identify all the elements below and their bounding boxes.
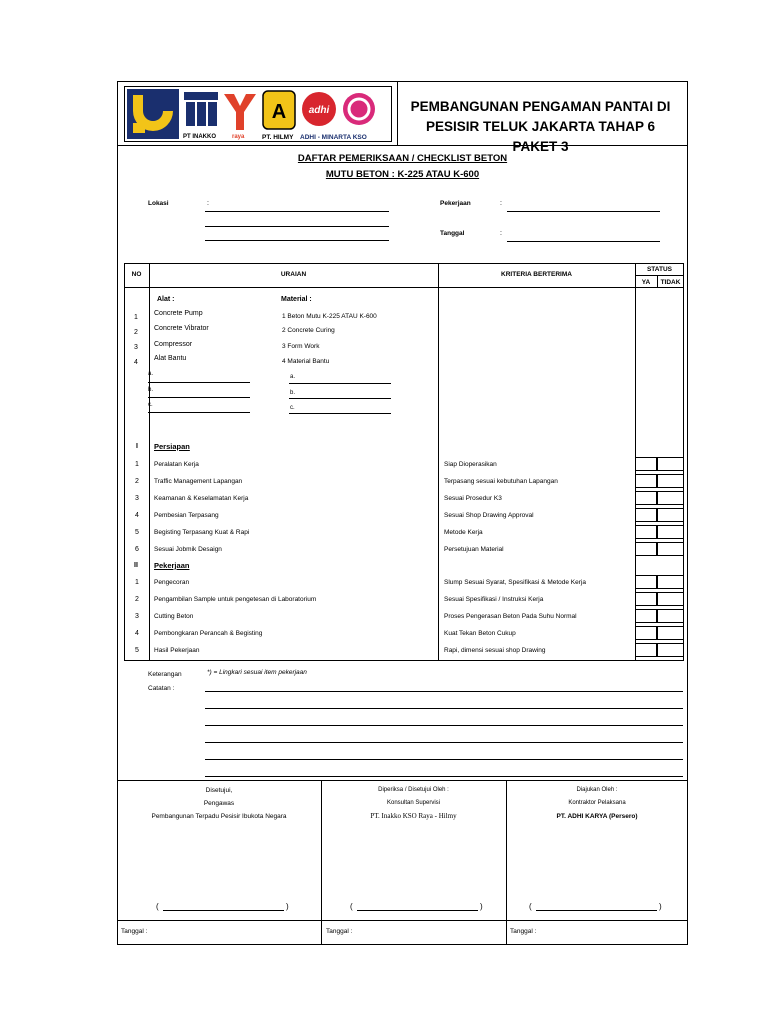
sec2-kriteria-5: Rapi, dimensi sesuai shop Drawing xyxy=(444,647,546,654)
sec1-no-3: 3 xyxy=(135,495,139,502)
catatan-line-6[interactable] xyxy=(205,776,683,777)
signature-divider xyxy=(117,780,688,781)
sig1-paren-close: ) xyxy=(286,902,289,911)
lokasi-input-line3[interactable] xyxy=(205,240,389,241)
section2-title: Pekerjaan xyxy=(154,561,190,570)
status-ya-checkbox-2[interactable] xyxy=(635,474,657,488)
sec1-kriteria-5: Metode Kerja xyxy=(444,529,483,536)
alat-no-3: 3 xyxy=(134,344,138,351)
alat-sub-a-line[interactable] xyxy=(148,382,250,383)
alat-sub-a: a. xyxy=(148,371,154,377)
sig2-line2: Konsultan Supervisi xyxy=(386,800,441,806)
material-item-3: 3 Form Work xyxy=(282,343,320,350)
catatan-line-4[interactable] xyxy=(205,742,683,743)
header-ya: YA xyxy=(641,279,651,286)
sec2-kriteria-2: Sesuai Spesifikasi / Instruksi Kerja xyxy=(444,596,544,603)
material-sub-c: c. xyxy=(290,405,295,411)
sec2-item-5: Hasil Pekerjaan xyxy=(154,647,200,654)
alat-item-2: Concrete Vibrator xyxy=(154,325,209,332)
sig2-line1: Diperiksa / Disetujui Oleh : xyxy=(378,787,449,793)
catatan-line-3[interactable] xyxy=(205,725,683,726)
pekerjaan-colon: : xyxy=(500,200,502,207)
keterangan-text: *) = Lingkari sesuai item pekerjaan xyxy=(207,669,307,676)
sec1-no-6: 6 xyxy=(135,546,139,553)
sec1-no-2: 2 xyxy=(135,478,139,485)
sig2-name-line[interactable] xyxy=(357,910,478,911)
project-title-line2: PESISIR TELUK JAKARTA TAHAP 6 PAKET 3 xyxy=(425,119,656,154)
minarta-logo-icon xyxy=(341,91,377,127)
status-ya-checkbox-10[interactable] xyxy=(635,626,657,640)
inakko-label: PT INAKKO xyxy=(183,134,216,140)
sig3-paren-open: ( xyxy=(529,902,532,911)
raya-label: raya xyxy=(232,134,245,140)
status-tidak-checkbox-3[interactable] xyxy=(657,491,684,505)
sec1-no-4: 4 xyxy=(135,512,139,519)
sec2-no-5: 5 xyxy=(135,647,139,654)
status-tidak-checkbox-1[interactable] xyxy=(657,457,684,471)
header-vertical-divider xyxy=(397,81,398,145)
catatan-line-2[interactable] xyxy=(205,708,683,709)
header-status: STATUS xyxy=(646,266,673,273)
material-item-1: 1 Beton Mutu K-225 ATAU K-600 xyxy=(282,313,377,320)
material-item-4: 4 Material Bantu xyxy=(282,358,330,365)
tanggal-label: Tanggal xyxy=(440,230,465,237)
table-header-divider xyxy=(124,287,684,288)
sig1-paren-open: ( xyxy=(156,902,159,911)
col-no-divider xyxy=(149,263,150,661)
sig1-line3: Pembangunan Terpadu Pesisir Ibukota Negara xyxy=(151,813,287,820)
sig3-name-line[interactable] xyxy=(536,910,657,911)
hilmy-logo-icon xyxy=(262,90,296,130)
sec1-kriteria-2: Terpasang sesuai kebutuhan Lapangan xyxy=(444,478,558,485)
status-tidak-checkbox-4[interactable] xyxy=(657,508,684,522)
sig1-line2: Pengawas xyxy=(203,800,235,807)
project-title-line1: PEMBANGUNAN PENGAMAN PANTAI DI xyxy=(410,99,671,114)
material-sub-a: a. xyxy=(290,374,296,380)
doc-subtitle: MUTU BETON : K-225 ATAU K-600 xyxy=(325,169,480,180)
sig2-paren-open: ( xyxy=(350,902,353,911)
status-tidak-checkbox-9[interactable] xyxy=(657,609,684,623)
material-sub-b: b. xyxy=(290,390,296,396)
sig3-line2: Kontraktor Pelaksana xyxy=(568,800,626,806)
sig1-name-line[interactable] xyxy=(163,910,284,911)
sig2-tanggal: Tanggal : xyxy=(326,928,353,935)
sec1-kriteria-1: Siap Dioperasikan xyxy=(444,461,497,468)
alat-title: Alat : xyxy=(157,296,175,303)
status-ya-checkbox-8[interactable] xyxy=(635,592,657,606)
sec1-item-4: Pembesian Terpasang xyxy=(154,512,219,519)
sig3-paren-close: ) xyxy=(659,902,662,911)
alat-no-2: 2 xyxy=(134,329,138,336)
adhi-logo-text: adhi xyxy=(308,105,330,116)
header-tidak: TIDAK xyxy=(660,279,681,286)
sec2-kriteria-1: Slump Sesuai Syarat, Spesifikasi & Metode Kerja xyxy=(444,579,586,586)
sec1-kriteria-4: Sesuai Shop Drawing Approval xyxy=(444,512,534,519)
col-uraian-divider xyxy=(438,263,439,661)
alat-no-4: 4 xyxy=(134,359,138,366)
status-tidak-checkbox-10[interactable] xyxy=(657,626,684,640)
material-title: Material : xyxy=(281,296,312,303)
adhi-logo-icon xyxy=(300,90,338,128)
sec1-kriteria-3: Sesuai Prosedur K3 xyxy=(444,495,502,502)
sec1-item-3: Keamanan & Keselamatan Kerja xyxy=(154,495,249,502)
material-sub-c-line[interactable] xyxy=(289,413,391,414)
tanggal-colon: : xyxy=(500,230,502,237)
sec1-no-1: 1 xyxy=(135,461,139,468)
sec2-item-2: Pengambilan Sample untuk pengetesan di Laboratorium xyxy=(154,596,317,603)
sec2-no-1: 1 xyxy=(135,579,139,586)
status-tidak-checkbox-7[interactable] xyxy=(657,575,684,589)
section1-no: I xyxy=(136,443,138,450)
lokasi-colon: : xyxy=(207,200,209,207)
doc-title: DAFTAR PEMERIKSAAN / CHECKLIST BETON xyxy=(297,153,508,164)
lokasi-input-line2[interactable] xyxy=(205,226,389,227)
status-ya-checkbox-6[interactable] xyxy=(635,542,657,556)
lokasi-input-line1[interactable] xyxy=(205,211,389,212)
sec2-no-3: 3 xyxy=(135,613,139,620)
alat-item-1: Concrete Pump xyxy=(154,310,203,317)
header-no: NO xyxy=(131,271,142,278)
catatan-line-1[interactable] xyxy=(205,691,683,692)
sig2-paren-close: ) xyxy=(480,902,483,911)
status-tidak-checkbox-5[interactable] xyxy=(657,525,684,539)
status-ya-checkbox-9[interactable] xyxy=(635,609,657,623)
pupr-logo-icon xyxy=(127,89,179,139)
inakko-logo-icon xyxy=(182,89,220,129)
catatan-label: Catatan : xyxy=(148,685,175,692)
status-ya-checkbox-1[interactable] xyxy=(635,457,657,471)
header-uraian: URAIAN xyxy=(280,271,307,278)
catatan-line-5[interactable] xyxy=(205,759,683,760)
sec1-item-1: Peralatan Kerja xyxy=(154,461,199,468)
status-ya-checkbox-11[interactable] xyxy=(635,643,657,657)
status-tidak-checkbox-6[interactable] xyxy=(657,542,684,556)
pekerjaan-input-line[interactable] xyxy=(507,211,660,212)
sig1-line1: Disetujui, xyxy=(205,787,233,794)
sig3-line1: Diajukan Oleh : xyxy=(576,787,618,793)
sec2-no-2: 2 xyxy=(135,596,139,603)
pekerjaan-label: Pekerjaan xyxy=(440,200,471,207)
alat-item-4: Alat Bantu xyxy=(154,355,187,362)
tanggal-row-divider xyxy=(117,920,688,921)
status-ya-checkbox-5[interactable] xyxy=(635,525,657,539)
sec1-item-2: Traffic Management Lapangan xyxy=(154,478,243,485)
sig3-tanggal: Tanggal : xyxy=(510,928,537,935)
keterangan-label: Keterangan xyxy=(148,671,182,678)
sig3-line3: PT. ADHI KARYA (Persero) xyxy=(556,813,638,820)
lokasi-label: Lokasi xyxy=(148,200,169,207)
sec1-item-6: Sesuai Jobmik Desaign xyxy=(154,546,222,553)
alat-sub-c-line[interactable] xyxy=(148,412,250,413)
section1-title: Persiapan xyxy=(154,442,190,451)
tanggal-input-line[interactable] xyxy=(507,241,660,242)
alat-sub-c: c. xyxy=(148,402,153,408)
status-subheader-divider xyxy=(635,275,684,276)
header-kriteria: KRITERIA BERTERIMA xyxy=(501,271,572,278)
status-ya-checkbox-3[interactable] xyxy=(635,491,657,505)
hilmy-label: PT. HILMY xyxy=(262,134,294,141)
sec1-no-5: 5 xyxy=(135,529,139,536)
sec2-item-3: Cutting Beton xyxy=(154,613,194,620)
material-item-2: 2 Concrete Curing xyxy=(282,327,335,334)
sec2-item-4: Pembongkaran Perancah & Begisting xyxy=(154,630,263,637)
alat-item-3: Compressor xyxy=(154,341,193,348)
sec2-item-1: Pengecoran xyxy=(154,579,190,586)
alat-sub-b: b. xyxy=(148,387,154,393)
alat-no-1: 1 xyxy=(134,314,138,321)
material-sub-b-line[interactable] xyxy=(289,398,391,399)
kso-label: ADHI - MINARTA KSO xyxy=(300,134,367,141)
svg-text:A: A xyxy=(271,101,287,123)
sig1-tanggal: Tanggal : xyxy=(121,928,148,935)
status-tidak-checkbox-8[interactable] xyxy=(657,592,684,606)
sec1-kriteria-6: Persetujuan Material xyxy=(444,546,504,553)
raya-logo-icon xyxy=(222,90,258,132)
project-title xyxy=(403,97,678,157)
status-tidak-checkbox-11[interactable] xyxy=(657,643,684,657)
status-tidak-checkbox-2[interactable] xyxy=(657,474,684,488)
status-ya-checkbox-4[interactable] xyxy=(635,508,657,522)
sec1-item-5: Begisting Terpasang Kuat & Rapi xyxy=(154,529,250,536)
section2-no: II xyxy=(134,562,138,569)
status-ya-checkbox-7[interactable] xyxy=(635,575,657,589)
alat-sub-b-line[interactable] xyxy=(148,397,250,398)
sec2-no-4: 4 xyxy=(135,630,139,637)
material-sub-a-line[interactable] xyxy=(289,383,391,384)
sec2-kriteria-3: Proses Pengerasan Beton Pada Suhu Normal xyxy=(444,613,577,620)
sec2-kriteria-4: Kuat Tekan Beton Cukup xyxy=(444,630,516,637)
sig2-line3: PT. Inakko KSO Raya - Hilmy xyxy=(370,812,457,820)
